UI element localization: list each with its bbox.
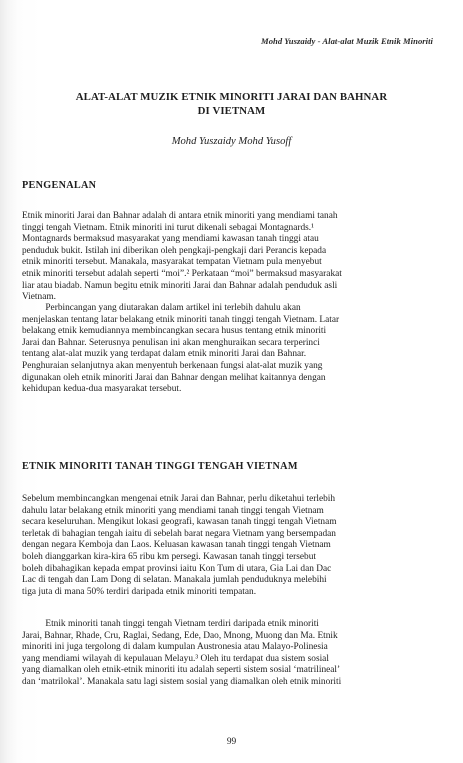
- text-line: boleh dianggarkan kira-kira 65 ribu km persegi. Kawasan tanah tinggi tersebut: [22, 551, 316, 562]
- text-line: penduduk bukit. Istilah ini diberikan oleh pengkaji-pengkaji dari Perancis kepada: [22, 245, 327, 256]
- paragraph-background-2: [22, 619, 436, 689]
- text-line: digunakan oleh etnik minoriti Jarai dan Bahnar dengan melihat kaitannya dengan: [22, 372, 326, 383]
- section-heading-pengenalan: PENGENALAN: [22, 180, 97, 191]
- text-line: boleh dibahagikan kepada empat provinsi iaitu Kon Tum di utara, Gia Lai dan Dac: [22, 563, 332, 574]
- text-line: yang mendiami wilayah di kepulauan Melayu.³ Oleh itu terdapat dua sistem sosial: [22, 653, 329, 664]
- text-line: kehidupan kedua-dua masyarakat tersebut.: [22, 384, 182, 395]
- paragraph-intro-1: [22, 211, 436, 304]
- text-line: secara keseluruhan. Mengikut lokasi geografi, kawasan tanah tinggi tengah Vietnam: [22, 517, 337, 528]
- text-line: Jarai dan Bahnar. Seterusnya penulisan ini akan menghuraikan secara terperinci: [22, 337, 320, 348]
- text-line: menjelaskan tentang latar belakang etnik minoriti tanah tinggi tengah Vietnam. Latar: [22, 314, 340, 325]
- author-name: Mohd Yuszaidy Mohd Yusoff: [171, 136, 292, 147]
- text-line: dengan negara Kemboja dan Laos. Keluasan kawasan tanah tinggi tengah Vietnam: [22, 540, 331, 551]
- text-line: yang diamalkan oleh etnik-etnik minoriti itu adalah seperti sistem sosial ‘matrilineal’: [22, 665, 341, 676]
- text-line: Lac di tengah dan Lam Dong di selatan. Manakala jumlah penduduknya melebihi: [22, 575, 327, 586]
- text-line: dahulu latar belakang etnik minoriti yang mendiami tanah tinggi tengah Vietnam: [22, 505, 324, 516]
- text-line: Vietnam.: [22, 292, 56, 303]
- text-line: dan ‘matrilokal’. Manakala satu lagi sistem sosial yang diamalkan oleh etnik minoriti: [22, 676, 342, 687]
- text-line: tentang alat-alat muzik yang terdapat dalam etnik minoriti Jarai dan Bahnar.: [22, 349, 307, 360]
- text-line: tinggi tengah Vietnam. Etnik minoriti ini turut dikenali sebagai Montagnards.¹: [22, 222, 314, 233]
- text-line: Sebelum membincangkan mengenai etnik Jarai dan Bahnar, perlu diketahui terlebih: [22, 494, 336, 504]
- text-line: etnik minoriti tersebut. Manakala, masyarakat tempatan Vietnam pula menyebut: [22, 257, 322, 268]
- text-line: Montagnards bermaksud masyarakat yang mendiami kawasan tanah tinggi atau: [22, 234, 319, 245]
- section-heading-etnik-minoriti: ETNIK MINORITI TANAH TINGGI TENGAH VIETNAM: [22, 461, 298, 472]
- text-line: terletak di bahagian tengah iaitu di sebelah barat negara Vietnam yang bersempadan: [22, 528, 336, 539]
- text-line: liar atau biadab. Namun begitu etnik minoriti Jarai dan Bahnar adalah penduduk asli: [22, 280, 338, 291]
- text-line: Etnik minoriti tanah tinggi tengah Vietnam terdiri daripada etnik minoriti: [22, 619, 319, 629]
- paragraph-background-1: [22, 494, 436, 598]
- text-line: Perbincangan yang diutarakan dalam artikel ini terlebih dahulu akan: [22, 303, 301, 313]
- article-title: [20, 90, 443, 118]
- paragraph-intro-2: [22, 303, 436, 396]
- page-number: 99: [226, 737, 237, 747]
- running-head: Mohd Yuszaidy - Alat-alat Muzik Etnik Minoriti: [261, 36, 433, 46]
- text-line: Jarai, Bahnar, Rhade, Cru, Raglai, Sedang, Ede, Dao, Mnong, Muong dan Ma. Etnik: [22, 630, 338, 641]
- text-line: minoriti ini juga tergolong di dalam kumpulan Austronesia atau Malayo-Polinesia: [22, 642, 328, 653]
- text-line: etnik minoriti tersebut adalah seperti “moi”.² Perkataan “moi” bermaksud masyarakat: [22, 268, 342, 279]
- text-line: Penghuraian selanjutnya akan menyentuh berkenaan fungsi alat-alat muzik yang: [22, 360, 323, 371]
- text-line: Etnik minoriti Jarai dan Bahnar adalah di antara etnik minoriti yang mendiami tanah: [22, 211, 338, 221]
- text-line: belakang etnik kemudiannya membincangkan secara husus tentang etnik minoriti: [22, 326, 327, 337]
- text-line: tiga juta di mana 50% terdiri daripada etnik minoriti tempatan.: [22, 586, 257, 597]
- title-line: DI VIETNAM: [197, 105, 266, 117]
- title-line: ALAT-ALAT MUZIK ETNIK MINORITI JARAI DAN BAHNAR: [75, 91, 388, 103]
